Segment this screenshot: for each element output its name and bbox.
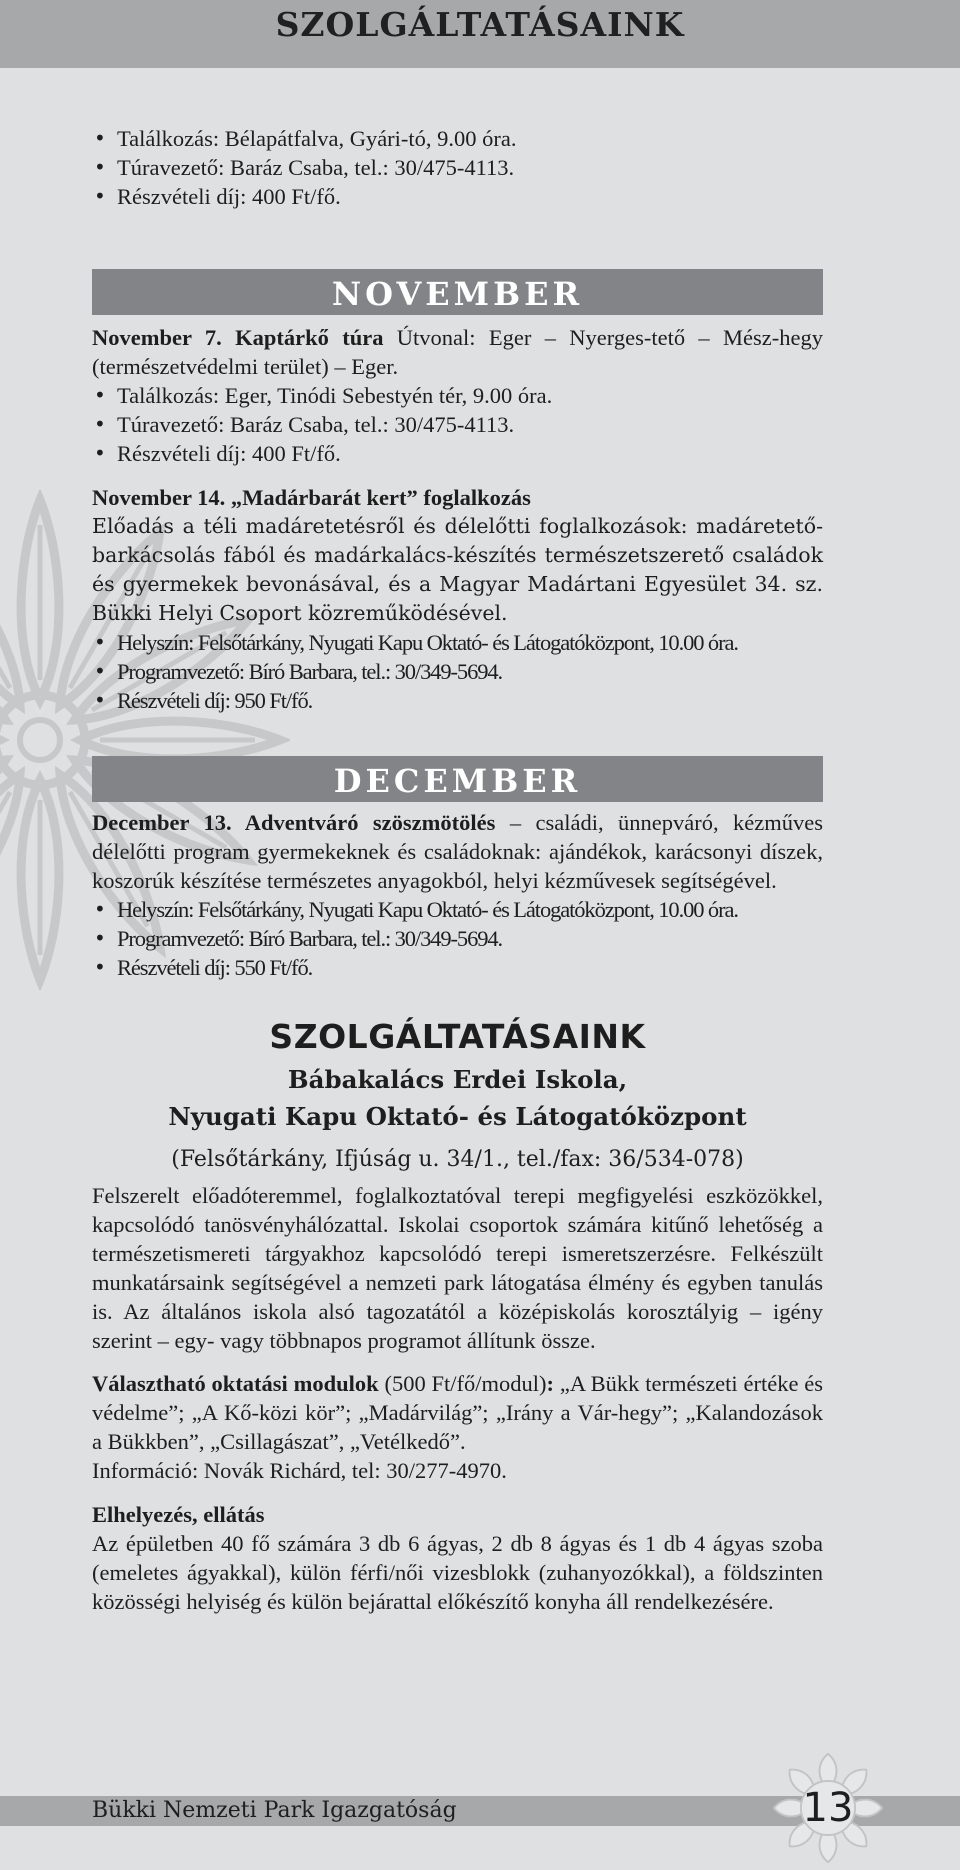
list-item: • Találkozás: Eger, Tinódi Sebestyén tér, 9.00 óra.: [92, 381, 823, 410]
november-event-1: [92, 323, 823, 381]
header-bar: [0, 0, 960, 68]
page-number: 13: [802, 1785, 854, 1831]
lodging-heading-line: [92, 1500, 823, 1529]
intro-bullet-list: [92, 124, 823, 211]
list-item: • Részvételi díj: 550 Ft/fő.: [92, 953, 823, 982]
december-heading: DECEMBER: [92, 756, 823, 802]
page-header-title: SZOLGÁLTATÁSAINK: [275, 5, 685, 44]
list-item: • Programvezető: Bíró Barbara, tel.: 30/349-5694.: [92, 657, 823, 686]
event-title: December 13. Adventváró szöszmötölés: [92, 810, 496, 835]
modules-label: Választható oktatási modulok: [92, 1371, 379, 1396]
november-heading: NOVEMBER: [92, 269, 823, 315]
december-event-1: [92, 808, 823, 895]
footer-organization: Bükki Nemzeti Park Igazgatóság: [92, 1798, 457, 1823]
services-heading: SZOLGÁLTATÁSAINK: [269, 1017, 646, 1056]
list-item: • Helyszín: Felsőtárkány, Nyugati Kapu Oktató- és Látogatóközpont, 10.00 óra.: [92, 895, 823, 924]
november-event-1-details: [92, 381, 823, 468]
list-item: • Találkozás: Bélapátfalva, Gyári-tó, 9.00 óra.: [92, 124, 823, 153]
list-item: • Túravezető: Baráz Csaba, tel.: 30/475-4113.: [92, 153, 823, 182]
list-item: • Részvételi díj: 400 Ft/fő.: [92, 439, 823, 468]
list-item: • Részvételi díj: 400 Ft/fő.: [92, 182, 823, 211]
event-description: Útvonal: Eger – Nyerges-tető – Mész-hegy (természetvédelmi terület) – Eger.: [92, 325, 823, 379]
list-item: • Túravezető: Baráz Csaba, tel.: 30/475-4113.: [92, 410, 823, 439]
november-event-2-description: Előadás a téli madáretetésről és délelőtti foglalkozások: madáretető-barkácsolás fából és madárkalács-készítés természetszerető családok és gyermekek bevonásával, és a Magyar Madártani Egyesület 34. sz. Bükki Helyi Csoport közreműködésével.: [92, 514, 823, 625]
modules-list: „A Bükk természeti értéke és védelme”; „A Kő-közi kör”; „Madárvilág”; „Irány a Vár-hegy”; „Kalandozások a Bükkben”, „Csillagászat”, „Vetélkedő”.: [92, 1371, 823, 1454]
services-info: Információ: Novák Richárd, tel: 30/277-4970.: [92, 1458, 507, 1483]
list-item: • Helyszín: Felsőtárkány, Nyugati Kapu Oktató- és Látogatóközpont, 10.00 óra.: [92, 628, 823, 657]
services-subtitle-line-1: Bábakalács Erdei Iskola,: [287, 1065, 628, 1094]
services-intro: Felszerelt előadóteremmel, foglalkoztatóval terepi megfigyelési eszközökkel, kapcsolódó tanösvényhálózattal. Iskolai csoportok számára kitűnő lehetőség a természetismereti tárgyakhoz kapcsolódó terepi ismeretszerzésre. Felkészült munkatársaink segítségével a nemzeti park látogatása élmény és egyben tanulás is. Az általános iskola alsó tagozatától a középiskolás korosztályig – igény szerint – egy- vagy többnapos programot állítunk össze.: [92, 1183, 823, 1353]
november-event-2-title-line: [92, 483, 823, 512]
event-title: November 14. „Madárbarát kert” foglalkozás: [92, 485, 531, 510]
modules-colon: :: [546, 1371, 555, 1396]
list-item: • Részvételi díj: 950 Ft/fő.: [92, 686, 823, 715]
lodging-heading: Elhelyezés, ellátás: [92, 1502, 265, 1527]
modules-price: (500 Ft/fő/modul): [378, 1371, 547, 1396]
services-address: (Felsőtárkány, Ifjúság u. 34/1., tel./fax: 36/534-078): [171, 1147, 744, 1172]
list-item: • Programvezető: Bíró Barbara, tel.: 30/349-5694.: [92, 924, 823, 953]
services-modules: [92, 1369, 823, 1456]
page-content: [92, 124, 823, 1616]
december-event-1-details: [92, 895, 823, 982]
november-event-2-details: [92, 628, 823, 715]
services-subtitle-line-2: Nyugati Kapu Oktató- és Látogatóközpont: [168, 1102, 747, 1131]
event-title: November 7. Kaptárkő túra: [92, 325, 384, 350]
lodging-text: Az épületben 40 fő számára 3 db 6 ágyas, 2 db 8 ágyas és 1 db 4 ágyas szoba (emeletes ágyakkal), külön férfi/női vizesblokk (zuhanyozókkal), a földszinten közösségi helyiség és külön bejárattal előkészítő konyha áll rendelkezésére.: [92, 1531, 823, 1614]
event-description: – családi, ünnepváró, kézműves délelőtti program gyermekeknek és családoknak: ajándékok, karácsonyi díszek, koszorúk készítése természetes anyagokból, helyi kézművesek segítségével.: [92, 810, 824, 893]
